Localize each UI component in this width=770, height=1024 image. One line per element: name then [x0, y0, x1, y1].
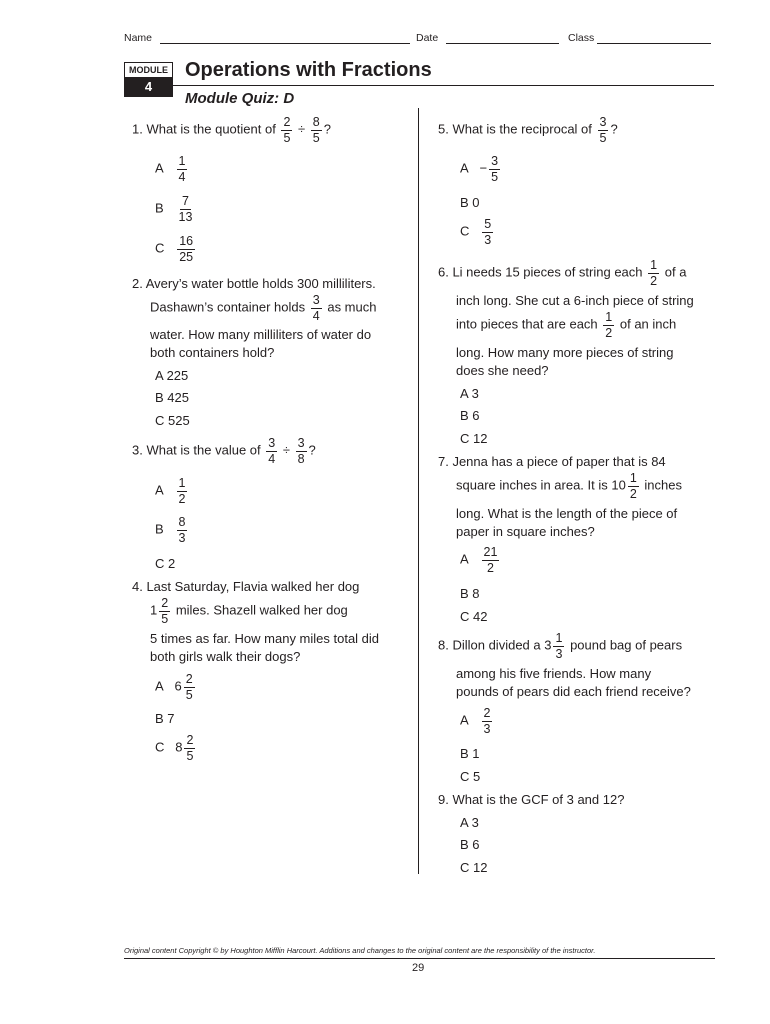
numerator: 3: [599, 115, 607, 129]
page-title: Operations with Fractions: [185, 59, 432, 81]
numerator: 3: [297, 436, 305, 450]
denominator: 5: [186, 748, 194, 763]
question-2-line-1: 2. Avery’s water bottle holds 300 milliliters.: [132, 276, 376, 291]
numerator: 2: [483, 706, 491, 720]
q9-choice-b: B 6: [460, 837, 480, 852]
numerator: 2: [186, 733, 194, 747]
question-4-line-1: 4. Last Saturday, Flavia walked her dog: [132, 579, 360, 594]
question-2-line-3: water. How many milliliters of water do: [150, 327, 372, 342]
question-7-line-1: 7. Jenna has a piece of paper that is 84: [438, 454, 666, 469]
denominator: 5: [161, 611, 169, 626]
question-7-text: inches: [644, 477, 682, 493]
question-6-line-4: long. How many more pieces of string: [456, 345, 674, 360]
choice-letter: B: [155, 521, 164, 537]
fraction: [482, 218, 493, 246]
denominator: 13: [178, 209, 193, 224]
choice-letter: C: [155, 739, 165, 755]
fraction: [296, 437, 307, 465]
q8-choice-c: C 5: [460, 769, 481, 784]
question-7-line-3: long. What is the length of the piece of: [456, 506, 678, 521]
question-1: [132, 116, 331, 144]
denominator: 8: [297, 451, 305, 466]
numerator: 3: [312, 293, 320, 307]
question-3: [132, 437, 316, 465]
fraction: [177, 477, 188, 505]
numerator: 3: [491, 154, 499, 168]
choice-letter: A: [155, 160, 164, 176]
q6-choice-a: A 3: [460, 386, 479, 401]
minus-sign: −: [479, 160, 488, 176]
question-4-line-4: both girls walk their dogs?: [150, 649, 301, 664]
q4-choice-a: [155, 673, 197, 701]
denominator: 3: [555, 646, 563, 661]
column-divider: [418, 108, 419, 874]
question-6-text: of an inch: [619, 316, 677, 332]
mixed-number-whole: 8: [175, 739, 183, 755]
question-mark: ?: [610, 121, 618, 137]
denominator: 2: [629, 486, 637, 501]
fraction: [184, 673, 195, 701]
denominator: 5: [283, 130, 291, 145]
fraction: [177, 155, 188, 183]
numerator: 8: [312, 115, 320, 129]
fraction: [311, 116, 322, 144]
numerator: 5: [484, 217, 492, 231]
footer-rule: [124, 958, 715, 959]
question-4-text: miles. Shazell walked her dog: [175, 602, 348, 618]
question-8-line-2: among his five friends. How many: [456, 666, 652, 681]
numerator: 8: [178, 515, 186, 529]
q8-choice-b: B 1: [460, 746, 480, 761]
denominator: 5: [312, 130, 320, 145]
question-2-text: as much: [327, 299, 377, 315]
question-6-text: of a: [664, 264, 687, 280]
fraction: [159, 597, 170, 625]
choice-letter: C: [155, 240, 165, 256]
divide-sign: ÷: [298, 121, 306, 137]
choice-letter: A: [460, 160, 469, 176]
denominator: 2: [486, 560, 494, 575]
q3-choice-c: C 2: [155, 556, 176, 571]
question-8-text: 8. Dillon divided a: [438, 637, 541, 653]
divide-sign: ÷: [282, 442, 290, 458]
choice-letter: B: [155, 200, 164, 216]
date-line: [446, 43, 559, 44]
question-6-line-5: does she need?: [456, 363, 549, 378]
mixed-number-whole: 6: [174, 678, 182, 694]
numerator: 1: [178, 476, 186, 490]
q7-choice-b: B 8: [460, 586, 480, 601]
question-7-line-4: paper in square inches?: [456, 524, 595, 539]
numerator: 1: [605, 310, 613, 324]
class-line: [597, 43, 711, 44]
question-6-line-2: inch long. She cut a 6-inch piece of string: [456, 293, 694, 308]
fraction: [177, 235, 195, 263]
fraction: [482, 546, 500, 574]
fraction: [603, 311, 614, 339]
question-6-line-1: [438, 259, 686, 287]
q1-choice-c: [155, 235, 197, 263]
fraction: [266, 437, 277, 465]
fraction: [281, 116, 292, 144]
denominator: 25: [179, 249, 194, 264]
q9-choice-c: C 12: [460, 860, 488, 875]
title-underline: [172, 85, 714, 86]
denominator: 2: [178, 491, 186, 506]
numerator: 1: [555, 631, 563, 645]
mixed-number-whole: 3: [544, 637, 552, 653]
q2-choice-a: A 225: [155, 368, 189, 383]
numerator: 16: [179, 234, 194, 248]
q7-choice-a: [460, 546, 501, 574]
numerator: 7: [181, 194, 189, 208]
q7-choice-c: C 42: [460, 609, 488, 624]
name-label: Name: [124, 32, 153, 44]
module-badge: [124, 62, 173, 97]
date-label: Date: [416, 32, 439, 44]
fraction: [628, 472, 639, 500]
denominator: 4: [312, 308, 320, 323]
q4-choice-c: [155, 734, 197, 762]
question-2-line-4: both containers hold?: [150, 345, 275, 360]
fraction: [598, 116, 609, 144]
fraction: [482, 707, 493, 735]
q5-choice-b: B 0: [460, 195, 480, 210]
question-4-line-2: [150, 597, 348, 625]
fraction: [311, 294, 322, 322]
q4-choice-b: B 7: [155, 711, 175, 726]
question-mark: ?: [308, 442, 316, 458]
question-7-line-2: [456, 472, 682, 500]
q5-choice-a: [460, 155, 502, 183]
page-subtitle: Module Quiz: D: [185, 90, 295, 107]
q1-choice-b: [155, 195, 196, 223]
module-badge-number: 4: [125, 77, 172, 96]
q5-choice-c: [460, 218, 495, 246]
q6-choice-c: C 12: [460, 431, 488, 446]
numerator: 1: [650, 258, 658, 272]
denominator: 2: [650, 273, 658, 288]
question-8-line-3: pounds of pears did each friend receive?: [456, 684, 691, 699]
copyright-notice: Original content Copyright © by Houghton Mifflin Harcourt. Additions and changes to the original content are the responsibility of the instructor.: [124, 946, 596, 955]
denominator: 5: [185, 687, 193, 702]
fraction: [177, 195, 195, 223]
question-4-line-3: 5 times as far. How many miles total did: [150, 631, 380, 646]
choice-letter: A: [460, 712, 469, 728]
question-5-text: 5. What is the reciprocal of: [438, 121, 592, 137]
numerator: 21: [483, 545, 498, 559]
numerator: 2: [283, 115, 291, 129]
question-8-text: pound bag of pears: [570, 637, 683, 653]
choice-letter: A: [460, 551, 469, 567]
fraction: [184, 734, 195, 762]
numerator: 2: [185, 672, 193, 686]
question-1-text: 1. What is the quotient of: [132, 121, 276, 137]
fraction: [648, 259, 659, 287]
denominator: 2: [605, 325, 613, 340]
denominator: 5: [599, 130, 607, 145]
choice-letter: C: [460, 223, 470, 239]
question-6-text: 6. Li needs 15 pieces of string each: [438, 264, 643, 280]
numerator: 3: [268, 436, 276, 450]
q2-choice-c: C 525: [155, 413, 190, 428]
q1-choice-a: [155, 155, 189, 183]
question-3-text: 3. What is the value of: [132, 442, 261, 458]
q2-choice-b: B 425: [155, 390, 189, 405]
question-6-text: into pieces that are each: [456, 316, 598, 332]
numerator: 2: [161, 596, 169, 610]
choice-letter: A: [155, 482, 164, 498]
question-8-line-1: [438, 632, 682, 660]
q8-choice-a: [460, 707, 494, 735]
choice-letter: A: [155, 678, 164, 694]
question-mark: ?: [323, 121, 331, 137]
fraction: [177, 516, 188, 544]
denominator: 3: [484, 232, 492, 247]
denominator: 5: [491, 169, 499, 184]
name-line: [160, 43, 410, 44]
q9-choice-a: A 3: [460, 815, 479, 830]
mixed-number-whole: 10: [611, 477, 626, 493]
question-9: 9. What is the GCF of 3 and 12?: [438, 792, 625, 807]
numerator: 1: [178, 154, 186, 168]
denominator: 4: [268, 451, 276, 466]
q6-choice-b: B 6: [460, 408, 480, 423]
page-number: 29: [412, 962, 425, 974]
fraction: [553, 632, 564, 660]
q3-choice-a: [155, 477, 189, 505]
question-5: [438, 116, 618, 144]
denominator: 4: [178, 169, 186, 184]
denominator: 3: [483, 721, 491, 736]
class-label: Class: [568, 32, 595, 44]
denominator: 3: [178, 530, 186, 545]
fraction: [489, 155, 500, 183]
q3-choice-b: [155, 516, 189, 544]
mixed-number-whole: 1: [150, 602, 158, 618]
question-6-line-3: [456, 311, 676, 339]
numerator: 1: [629, 471, 637, 485]
module-badge-label: MODULE: [129, 65, 168, 75]
question-2-text: Dashawn’s container holds: [150, 299, 306, 315]
question-7-text: square inches in area. It is: [456, 477, 608, 493]
question-2-line-2: [150, 294, 376, 322]
